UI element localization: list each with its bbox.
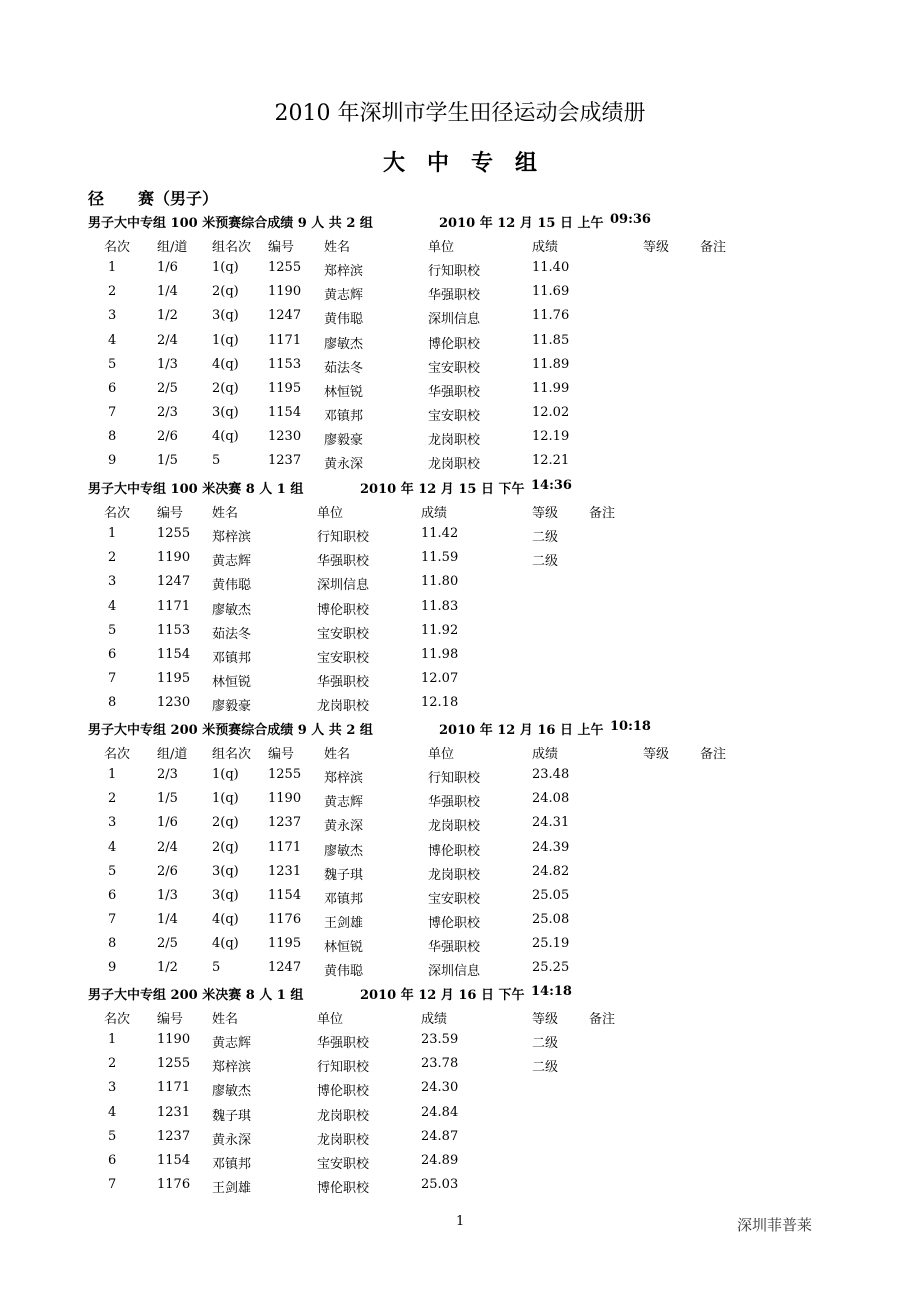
result-cell: 5 xyxy=(108,863,117,879)
result-cell: 宝安职校 xyxy=(428,891,481,907)
result-cell: 宝安职校 xyxy=(317,626,370,642)
column-header: 成绩 xyxy=(421,1012,448,1028)
result-cell: 24.08 xyxy=(532,791,570,807)
result-cell: 23.48 xyxy=(532,767,570,783)
result-cell: 11.83 xyxy=(421,598,459,614)
event-date: 2010 年 12 月 15 日 下午 xyxy=(360,482,525,497)
result-cell: 12.19 xyxy=(532,428,570,444)
result-cell: 2/4 xyxy=(157,332,178,348)
footer-watermark: 深圳菲普莱 xyxy=(737,1216,813,1234)
result-cell: 2/5 xyxy=(157,380,178,396)
result-cell: 深圳信息 xyxy=(428,312,481,328)
result-cell: 1176 xyxy=(157,1176,191,1192)
result-cell: 24.30 xyxy=(421,1080,459,1096)
result-row xyxy=(0,623,920,647)
result-cell: 茹法冬 xyxy=(324,360,364,376)
result-row xyxy=(0,647,920,671)
result-cell: 1/3 xyxy=(157,887,178,903)
result-cell: 6 xyxy=(108,646,117,662)
result-cell: 3(q) xyxy=(212,308,239,324)
result-cell: 2/6 xyxy=(157,863,178,879)
event-time: 09:36 xyxy=(610,212,651,227)
result-cell: 华强职校 xyxy=(317,1036,370,1052)
result-cell: 深圳信息 xyxy=(428,964,481,979)
result-cell: 二级 xyxy=(532,1036,559,1052)
column-header: 名次 xyxy=(104,747,131,763)
result-cell: 2/3 xyxy=(157,404,178,420)
result-cell: 5 xyxy=(212,960,221,975)
result-cell: 11.92 xyxy=(421,622,459,638)
result-cell: 2 xyxy=(108,1056,117,1072)
column-header: 成绩 xyxy=(532,240,559,256)
result-row xyxy=(0,864,920,888)
result-cell: 华强职校 xyxy=(317,554,370,570)
result-cell: 邓镇邦 xyxy=(212,1156,252,1172)
result-cell: 1 xyxy=(108,260,117,276)
result-cell: 25.25 xyxy=(532,960,570,975)
result-cell: 茹法冬 xyxy=(212,626,252,642)
result-cell: 4(q) xyxy=(212,935,239,951)
result-cell: 1/3 xyxy=(157,356,178,372)
event-time: 14:36 xyxy=(531,478,572,493)
result-cell: 4 xyxy=(108,332,117,348)
section-heading-part-a: 径 xyxy=(88,189,105,208)
result-cell: 1171 xyxy=(157,1080,191,1096)
group-subtitle: 大中专组 xyxy=(382,150,559,176)
result-cell: 5 xyxy=(108,1128,117,1144)
result-cell: 6 xyxy=(108,380,117,396)
result-cell: 2/4 xyxy=(157,839,178,855)
column-header: 姓名 xyxy=(212,506,239,522)
result-cell: 1153 xyxy=(157,622,191,638)
result-cell: 龙岗职校 xyxy=(428,432,481,448)
result-row xyxy=(0,599,920,623)
result-cell: 4 xyxy=(108,598,117,614)
result-row xyxy=(0,936,920,960)
result-cell: 4 xyxy=(108,1104,117,1120)
result-cell: 黄伟聪 xyxy=(212,578,252,594)
event-title: 男子大中专组 100 米预赛综合成绩 9 人 共 2 组 xyxy=(88,216,373,231)
result-cell: 博伦职校 xyxy=(317,602,370,618)
column-header: 名次 xyxy=(104,1012,131,1028)
result-row xyxy=(0,574,920,598)
result-cell: 博伦职校 xyxy=(428,336,481,352)
result-cell: 林恒锐 xyxy=(212,674,252,690)
result-cell: 二级 xyxy=(532,554,559,570)
result-cell: 林恒锐 xyxy=(324,939,364,955)
result-cell: 郑梓滨 xyxy=(324,264,364,280)
result-cell: 12.02 xyxy=(532,404,570,420)
result-cell: 黄永深 xyxy=(324,457,364,472)
event-title: 男子大中专组 200 米决赛 8 人 1 组 xyxy=(88,988,304,1003)
result-cell: 王剑雄 xyxy=(212,1180,252,1196)
result-cell: 1237 xyxy=(268,815,302,831)
result-row xyxy=(0,1080,920,1104)
result-cell: 25.08 xyxy=(532,911,570,927)
column-header: 等级 xyxy=(643,747,670,763)
column-header: 组名次 xyxy=(212,747,252,763)
result-cell: 1195 xyxy=(268,935,302,951)
result-cell: 6 xyxy=(108,887,117,903)
column-header: 成绩 xyxy=(421,506,448,522)
result-row xyxy=(0,405,920,429)
result-cell: 宝安职校 xyxy=(317,650,370,666)
column-header: 编号 xyxy=(268,747,295,763)
result-row xyxy=(0,840,920,864)
result-cell: 3 xyxy=(108,574,117,590)
result-row xyxy=(0,550,920,574)
column-header: 单位 xyxy=(317,1012,344,1028)
result-cell: 1154 xyxy=(268,887,302,903)
result-cell: 1171 xyxy=(157,598,191,614)
result-row xyxy=(0,357,920,381)
result-cell: 5 xyxy=(212,453,221,468)
result-row xyxy=(0,1129,920,1153)
result-cell: 12.21 xyxy=(532,453,570,468)
result-cell: 二级 xyxy=(532,530,559,546)
result-cell: 廖毅豪 xyxy=(324,432,364,448)
result-cell: 行知职校 xyxy=(317,1060,370,1076)
result-cell: 黄永深 xyxy=(324,819,364,835)
result-cell: 24.31 xyxy=(532,815,570,831)
result-cell: 1(q) xyxy=(212,260,239,276)
result-cell: 9 xyxy=(108,960,117,975)
event-header xyxy=(88,719,728,737)
section-heading-part-b: 赛（男子） xyxy=(138,189,219,208)
result-cell: 华强职校 xyxy=(317,674,370,690)
result-row xyxy=(0,453,920,477)
event-date: 2010 年 12 月 16 日 上午 xyxy=(439,723,604,738)
result-cell: 龙岗职校 xyxy=(428,457,481,472)
result-row xyxy=(0,333,920,357)
column-header: 编号 xyxy=(268,240,295,256)
event-date: 2010 年 12 月 16 日 下午 xyxy=(360,988,525,1003)
result-cell: 3(q) xyxy=(212,863,239,879)
result-cell: 龙岗职校 xyxy=(428,867,481,883)
result-cell: 博伦职校 xyxy=(317,1084,370,1100)
result-cell: 1(q) xyxy=(212,332,239,348)
result-cell: 邓镇邦 xyxy=(324,891,364,907)
result-cell: 2/6 xyxy=(157,428,178,444)
result-cell: 1255 xyxy=(268,767,302,783)
column-header: 等级 xyxy=(643,240,670,256)
result-cell: 11.99 xyxy=(532,380,570,396)
result-cell: 3(q) xyxy=(212,404,239,420)
column-header: 成绩 xyxy=(532,747,559,763)
result-row xyxy=(0,960,920,984)
result-cell: 1247 xyxy=(268,960,302,975)
result-cell: 华强职校 xyxy=(428,384,481,400)
column-header: 组/道 xyxy=(157,747,188,763)
result-cell: 廖敏杰 xyxy=(212,602,252,618)
result-cell: 1/4 xyxy=(157,284,178,300)
column-header: 备注 xyxy=(700,240,727,256)
result-row xyxy=(0,1056,920,1080)
result-cell: 2(q) xyxy=(212,839,239,855)
column-header-row xyxy=(0,1008,920,1032)
result-cell: 1154 xyxy=(268,404,302,420)
result-cell: 1154 xyxy=(157,1152,191,1168)
result-cell: 龙岗职校 xyxy=(317,698,370,714)
result-cell: 24.84 xyxy=(421,1104,459,1120)
result-cell: 行知职校 xyxy=(428,264,481,280)
result-cell: 2(q) xyxy=(212,284,239,300)
page-number: 1 xyxy=(456,1214,465,1229)
result-cell: 2/3 xyxy=(157,767,178,783)
result-cell: 邓镇邦 xyxy=(324,408,364,424)
result-cell: 1190 xyxy=(268,791,302,807)
result-cell: 11.42 xyxy=(421,526,459,542)
result-cell: 1190 xyxy=(157,550,191,566)
result-cell: 1171 xyxy=(268,839,302,855)
result-cell: 24.89 xyxy=(421,1152,459,1168)
result-cell: 9 xyxy=(108,453,117,468)
column-header: 编号 xyxy=(157,506,184,522)
result-cell: 11.69 xyxy=(532,284,570,300)
column-header: 编号 xyxy=(157,1012,184,1028)
result-cell: 1/4 xyxy=(157,911,178,927)
result-cell: 11.85 xyxy=(532,332,570,348)
result-row xyxy=(0,381,920,405)
result-cell: 魏子琪 xyxy=(324,867,364,883)
result-cell: 25.05 xyxy=(532,887,570,903)
result-row xyxy=(0,695,920,719)
result-row xyxy=(0,526,920,550)
result-cell: 3 xyxy=(108,308,117,324)
result-cell: 1255 xyxy=(268,260,302,276)
result-cell: 11.59 xyxy=(421,550,459,566)
result-cell: 邓镇邦 xyxy=(212,650,252,666)
result-cell: 1154 xyxy=(157,646,191,662)
column-header: 名次 xyxy=(104,506,131,522)
result-row xyxy=(0,791,920,815)
result-cell: 1231 xyxy=(268,863,302,879)
result-row xyxy=(0,1153,920,1177)
result-row xyxy=(0,260,920,284)
result-row xyxy=(0,1177,920,1201)
column-header: 备注 xyxy=(589,1012,616,1028)
result-cell: 宝安职校 xyxy=(428,360,481,376)
result-row xyxy=(0,1105,920,1129)
result-cell: 博伦职校 xyxy=(428,915,481,931)
result-row xyxy=(0,815,920,839)
result-cell: 宝安职校 xyxy=(428,408,481,424)
column-header: 单位 xyxy=(428,240,455,256)
result-cell: 廖敏杰 xyxy=(324,336,364,352)
result-cell: 华强职校 xyxy=(428,939,481,955)
result-cell: 龙岗职校 xyxy=(317,1108,370,1124)
result-row xyxy=(0,888,920,912)
result-cell: 廖毅豪 xyxy=(212,698,252,714)
column-header: 姓名 xyxy=(324,240,351,256)
result-cell: 24.87 xyxy=(421,1128,459,1144)
event-header xyxy=(88,212,728,230)
result-cell: 1255 xyxy=(157,1056,191,1072)
column-header: 姓名 xyxy=(212,1012,239,1028)
result-cell: 魏子琪 xyxy=(212,1108,252,1124)
result-cell: 2 xyxy=(108,791,117,807)
result-cell: 黄伟聪 xyxy=(324,964,364,979)
result-cell: 2 xyxy=(108,550,117,566)
result-cell: 1230 xyxy=(157,694,191,710)
result-cell: 1171 xyxy=(268,332,302,348)
result-cell: 1255 xyxy=(157,526,191,542)
column-header: 姓名 xyxy=(324,747,351,763)
result-cell: 4(q) xyxy=(212,356,239,372)
result-row xyxy=(0,912,920,936)
result-cell: 华强职校 xyxy=(428,288,481,304)
result-cell: 7 xyxy=(108,670,117,686)
result-cell: 3 xyxy=(108,815,117,831)
event-date: 2010 年 12 月 15 日 上午 xyxy=(439,216,604,231)
result-cell: 24.82 xyxy=(532,863,570,879)
result-cell: 林恒锐 xyxy=(324,384,364,400)
column-header: 单位 xyxy=(428,747,455,763)
result-cell: 黄伟聪 xyxy=(324,312,364,328)
result-cell: 8 xyxy=(108,694,117,710)
event-time: 10:18 xyxy=(610,719,651,734)
result-cell: 3 xyxy=(108,1080,117,1096)
result-cell: 龙岗职校 xyxy=(317,1132,370,1148)
result-cell: 行知职校 xyxy=(317,530,370,546)
result-cell: 龙岗职校 xyxy=(428,819,481,835)
result-cell: 郑梓滨 xyxy=(212,1060,252,1076)
result-cell: 1/5 xyxy=(157,791,178,807)
result-cell: 1/6 xyxy=(157,260,178,276)
result-cell: 4(q) xyxy=(212,911,239,927)
result-cell: 7 xyxy=(108,1176,117,1192)
result-cell: 1176 xyxy=(268,911,302,927)
column-header: 单位 xyxy=(317,506,344,522)
result-cell: 8 xyxy=(108,428,117,444)
result-row xyxy=(0,671,920,695)
result-row xyxy=(0,308,920,332)
result-cell: 2(q) xyxy=(212,380,239,396)
result-cell: 1237 xyxy=(157,1128,191,1144)
result-cell: 1237 xyxy=(268,453,302,468)
result-cell: 王剑雄 xyxy=(324,915,364,931)
result-cell: 4 xyxy=(108,839,117,855)
result-cell: 廖敏杰 xyxy=(212,1084,252,1100)
result-row xyxy=(0,767,920,791)
result-row xyxy=(0,1032,920,1056)
result-cell: 4(q) xyxy=(212,428,239,444)
result-cell: 1/2 xyxy=(157,960,178,975)
event-title: 男子大中专组 100 米决赛 8 人 1 组 xyxy=(88,482,304,497)
result-cell: 1190 xyxy=(268,284,302,300)
result-cell: 行知职校 xyxy=(428,771,481,787)
result-cell: 23.78 xyxy=(421,1056,459,1072)
result-cell: 11.89 xyxy=(532,356,570,372)
result-cell: 24.39 xyxy=(532,839,570,855)
result-cell: 深圳信息 xyxy=(317,578,370,594)
result-cell: 1 xyxy=(108,1032,117,1048)
result-cell: 5 xyxy=(108,356,117,372)
column-header: 组名次 xyxy=(212,240,252,256)
result-cell: 7 xyxy=(108,911,117,927)
result-cell: 25.19 xyxy=(532,935,570,951)
result-cell: 1(q) xyxy=(212,767,239,783)
result-cell: 6 xyxy=(108,1152,117,1168)
result-cell: 廖敏杰 xyxy=(324,843,364,859)
result-cell: 11.98 xyxy=(421,646,459,662)
result-cell: 11.76 xyxy=(532,308,570,324)
result-cell: 郑梓滨 xyxy=(212,530,252,546)
result-cell: 1195 xyxy=(268,380,302,396)
result-cell: 1231 xyxy=(157,1104,191,1120)
result-cell: 11.80 xyxy=(421,574,459,590)
result-cell: 1190 xyxy=(157,1032,191,1048)
result-cell: 宝安职校 xyxy=(317,1156,370,1172)
result-cell: 8 xyxy=(108,935,117,951)
result-cell: 1/2 xyxy=(157,308,178,324)
result-cell: 二级 xyxy=(532,1060,559,1076)
result-cell: 1(q) xyxy=(212,791,239,807)
column-header: 备注 xyxy=(589,506,616,522)
result-cell: 1153 xyxy=(268,356,302,372)
result-cell: 2 xyxy=(108,284,117,300)
column-header-row xyxy=(0,743,920,767)
result-cell: 23.59 xyxy=(421,1032,459,1048)
result-cell: 1 xyxy=(108,526,117,542)
column-header: 备注 xyxy=(700,747,727,763)
result-cell: 5 xyxy=(108,622,117,638)
result-cell: 郑梓滨 xyxy=(324,771,364,787)
result-cell: 1230 xyxy=(268,428,302,444)
result-cell: 黄志辉 xyxy=(324,795,364,811)
result-cell: 黄志辉 xyxy=(324,288,364,304)
result-cell: 黄永深 xyxy=(212,1132,252,1148)
result-cell: 2/5 xyxy=(157,935,178,951)
section-heading xyxy=(88,186,218,209)
result-cell: 11.40 xyxy=(532,260,570,276)
column-header-row xyxy=(0,236,920,260)
document-title: 2010 年深圳市学生田径运动会成绩册 xyxy=(274,101,646,126)
result-row xyxy=(0,429,920,453)
event-header xyxy=(88,478,728,496)
result-cell: 黄志辉 xyxy=(212,554,252,570)
result-cell: 博伦职校 xyxy=(428,843,481,859)
result-cell: 25.03 xyxy=(421,1176,459,1192)
result-cell: 1247 xyxy=(157,574,191,590)
result-cell: 黄志辉 xyxy=(212,1036,252,1052)
result-cell: 华强职校 xyxy=(428,795,481,811)
result-cell: 博伦职校 xyxy=(317,1180,370,1196)
result-cell: 12.07 xyxy=(421,670,459,686)
event-title: 男子大中专组 200 米预赛综合成绩 9 人 共 2 组 xyxy=(88,723,373,738)
result-cell: 2(q) xyxy=(212,815,239,831)
result-cell: 3(q) xyxy=(212,887,239,903)
result-cell: 1/6 xyxy=(157,815,178,831)
result-cell: 1195 xyxy=(157,670,191,686)
result-cell: 7 xyxy=(108,404,117,420)
column-header-row xyxy=(0,502,920,526)
column-header: 组/道 xyxy=(157,240,188,256)
result-row xyxy=(0,284,920,308)
event-header xyxy=(88,984,728,1002)
result-cell: 12.18 xyxy=(421,694,459,710)
result-cell: 1 xyxy=(108,767,117,783)
result-cell: 1247 xyxy=(268,308,302,324)
event-time: 14:18 xyxy=(531,984,572,999)
column-header: 名次 xyxy=(104,240,131,256)
column-header: 等级 xyxy=(532,1012,559,1028)
result-cell: 1/5 xyxy=(157,453,178,468)
column-header: 等级 xyxy=(532,506,559,522)
